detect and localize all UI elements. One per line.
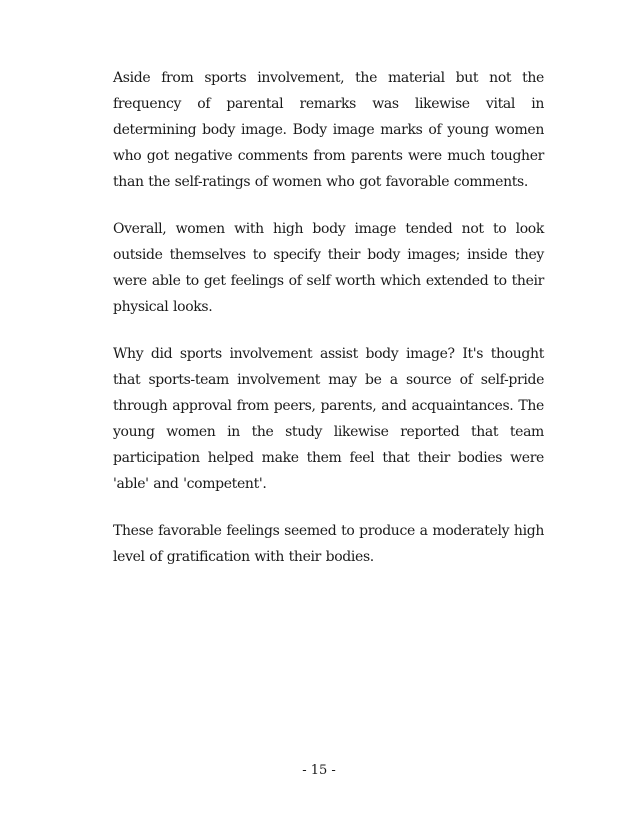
paragraph-favorable-feelings: These favorable feelings seemed to produce a moderately high level of gratification with their bodies.	[113, 523, 544, 565]
paragraph-sports-involvement: Why did sports involvement assist body image? It's thought that sports-team involvement may be a source of self-pride through approval from peers, parents, and acquaintances. The young women in the study likewise reported that team participation helped make them feel that their bodies were 'able' and 'competent'.	[113, 346, 544, 492]
document-body	[113, 65, 544, 591]
page-number: - 15 -	[302, 763, 336, 778]
paragraph-parental-remarks: Aside from sports involvement, the material but not the frequency of parental remarks was likewise vital in determining body image. Body image marks of young women who got negative comments from parents were much tougher than the self-ratings of women who got favorable comments.	[113, 70, 544, 190]
paragraph-high-body-image: Overall, women with high body image tended not to look outside themselves to specify their body images; inside they were able to get feelings of self worth which extended to their physical looks.	[113, 221, 544, 315]
